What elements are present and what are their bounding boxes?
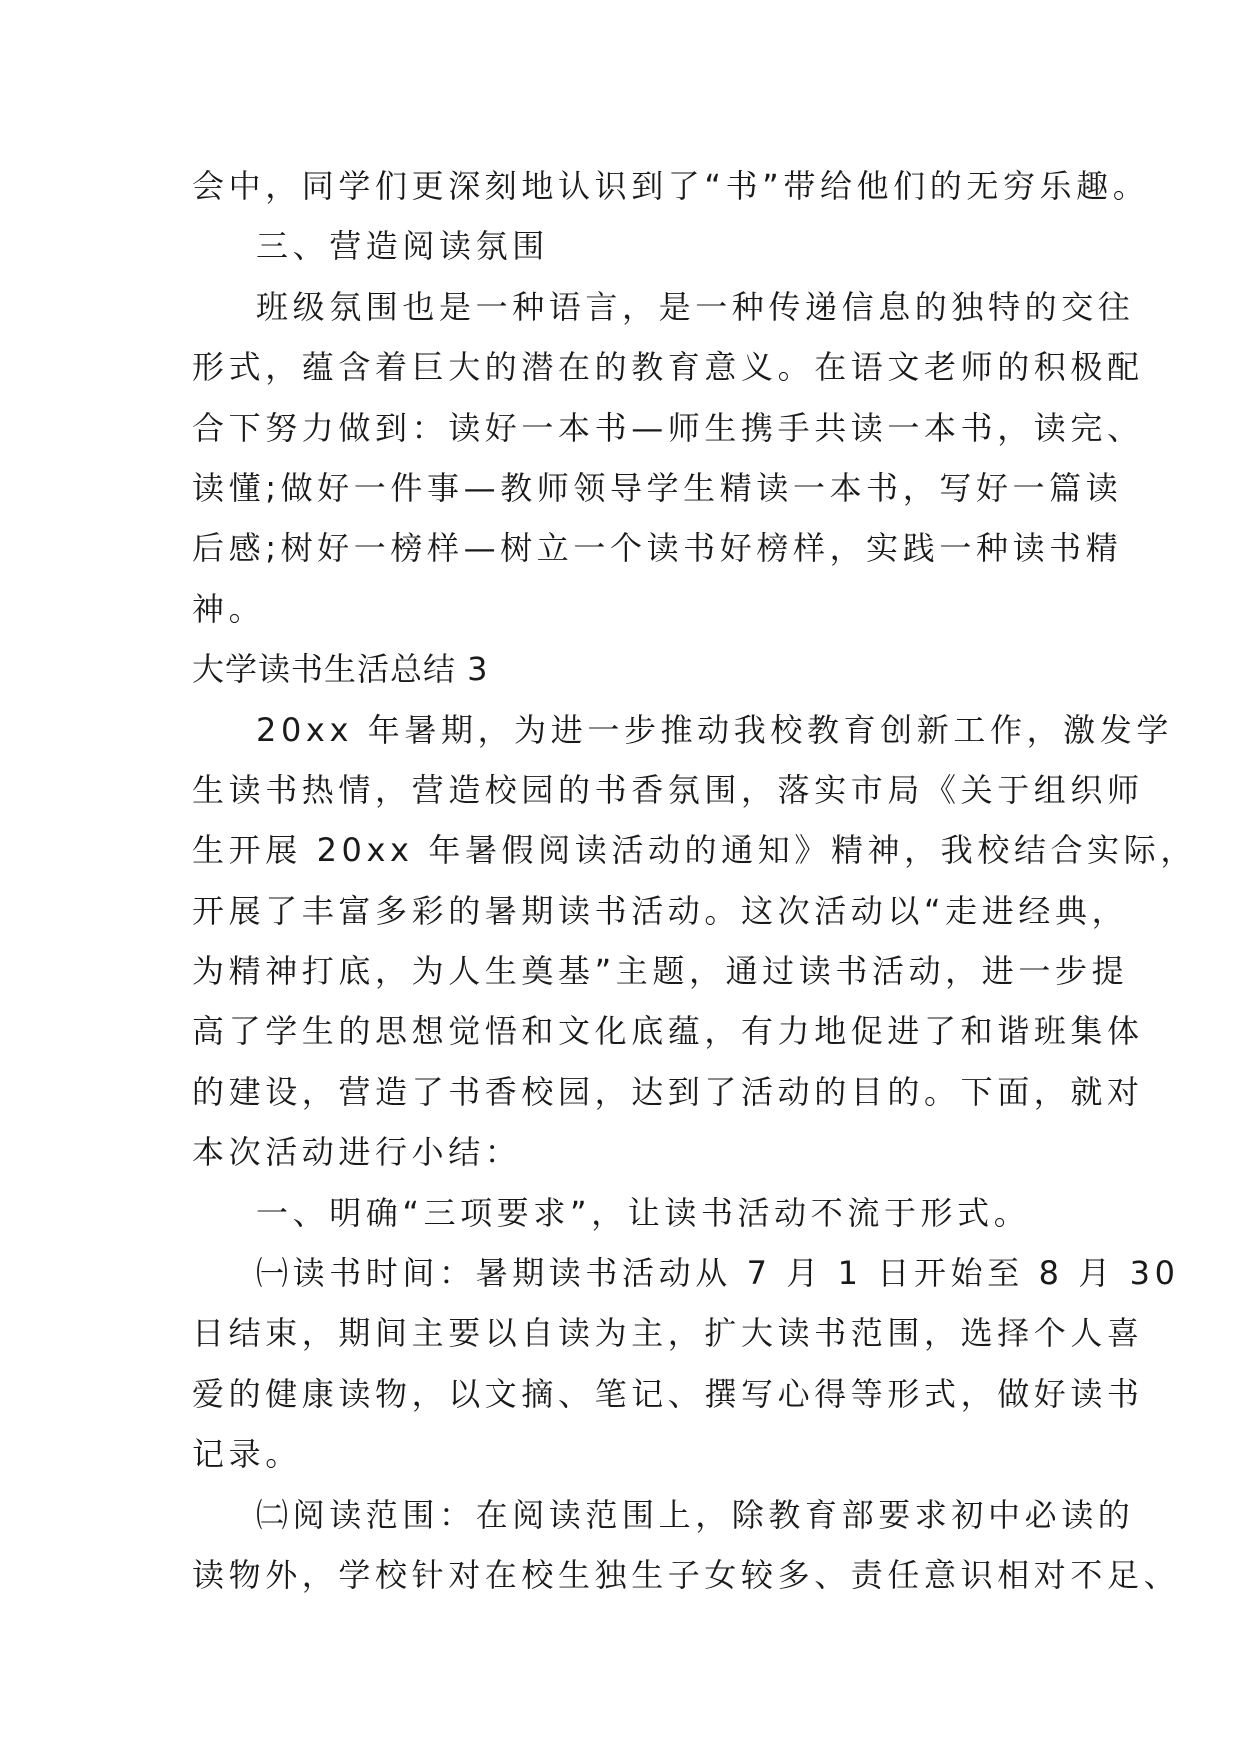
text-line: 后感;树好一榜样—树立一个读书好榜样，实践一种读书精 [192, 529, 1123, 568]
text-line: 生开展 20xx 年暑假阅读活动的通知》精神，我校结合实际， [192, 831, 1197, 870]
text-line: 读懂;做好一件事—教师领导学生精读一本书，写好一篇读 [192, 468, 1123, 507]
text-line: 的建设，营造了书香校园，达到了活动的目的。下面，就对 [192, 1072, 1144, 1111]
text-line: 生读书热情，营造校园的书香氛围，落实市局《关于组织师 [192, 770, 1144, 809]
document-body [192, 156, 1197, 1605]
text-line: 日结束，期间主要以自读为主，扩大读书范围，选择个人喜 [192, 1314, 1144, 1353]
text-line: 读物外，学校针对在校生独生子女较多、责任意识相对不足、 [192, 1555, 1181, 1594]
text-line: 20xx 年暑期，为进一步推动我校教育创新工作，激发学 [256, 710, 1173, 749]
text-line: 神。 [192, 589, 266, 628]
text-line: 形式，蕴含着巨大的潜在的教育意义。在语文老师的积极配 [192, 348, 1144, 387]
text-line: 高了学生的思想觉悟和文化底蕴，有力地促进了和谐班集体 [192, 1012, 1144, 1051]
text-line: 爱的健康读物，以文摘、笔记、撰写心得等形式，做好读书 [192, 1374, 1144, 1413]
text-line: 三、营造阅读氛围 [256, 227, 549, 266]
text-line: 会中，同学们更深刻地认识到了“书”带给他们的无穷乐趣。 [192, 167, 1150, 205]
text-line: 合下努力做到：读好一本书—师生携手共读一本书，读完、 [192, 408, 1144, 447]
text-line: ㈡阅读范围：在阅读范围上，除教育部要求初中必读的 [256, 1495, 1135, 1534]
text-line: 开展了丰富多彩的暑期读书活动。这次活动以“走进经典， [192, 891, 1129, 930]
text-line: ㈠读书时间：暑期读书活动从 7 月 1 日开始至 8 月 30 [256, 1254, 1180, 1293]
text-line: 记录。 [192, 1435, 302, 1474]
text-line: 班级氛围也是一种语言，是一种传递信息的独特的交往 [256, 287, 1135, 326]
text-line: 为精神打底，为人生奠基”主题，通过读书活动，进一步提 [192, 952, 1129, 991]
text-line: 本次活动进行小结： [192, 1133, 522, 1172]
section-heading: 大学读书生活总结 3 [192, 650, 489, 689]
text-line: 一、明确“三项要求”，让读书活动不流于形式。 [256, 1193, 1031, 1232]
